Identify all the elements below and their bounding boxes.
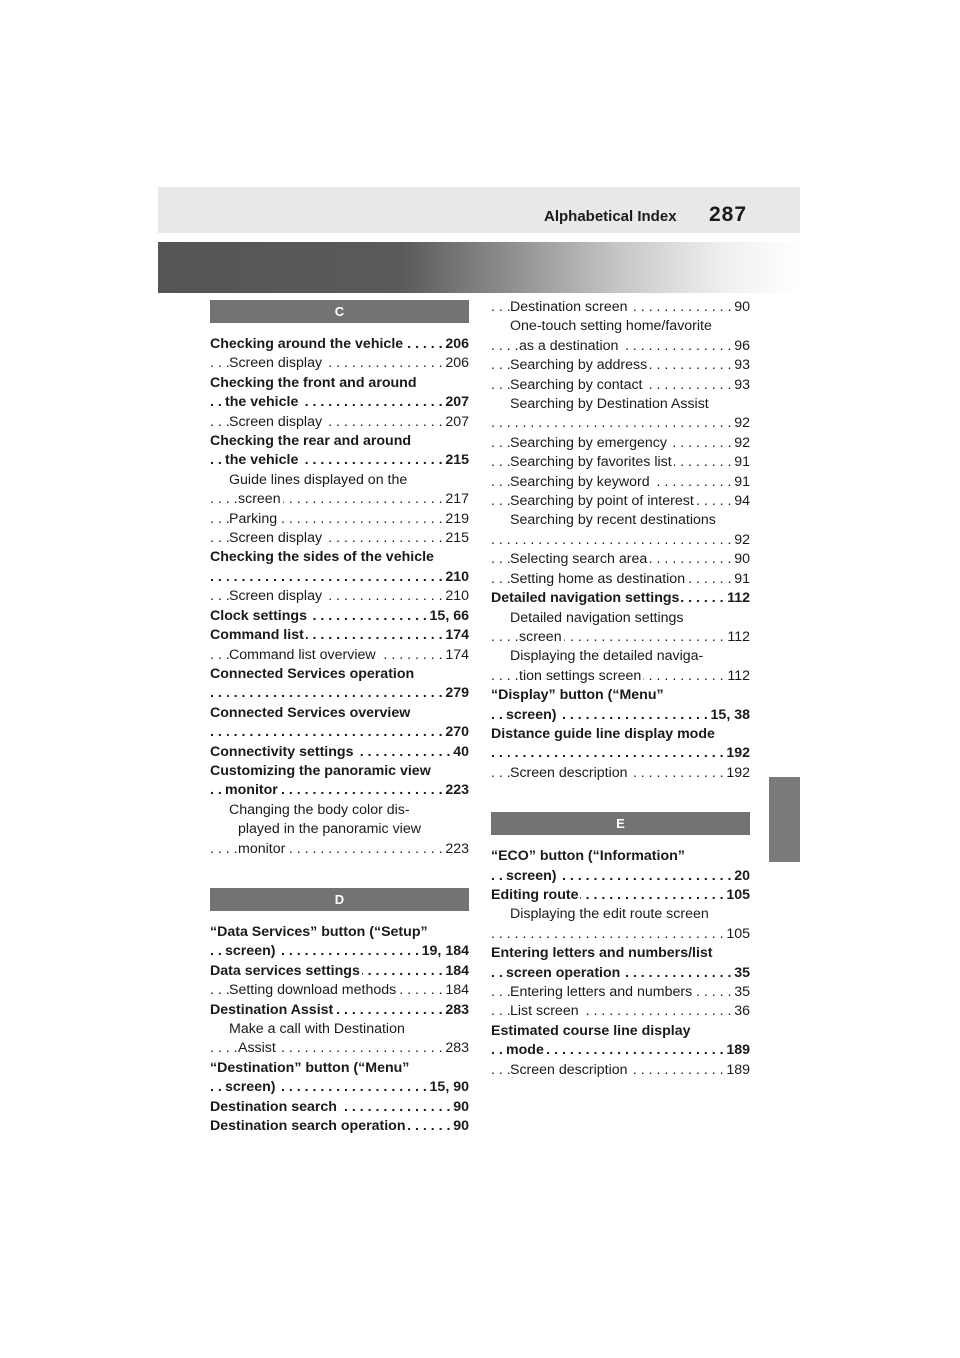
- index-entry: [491, 492, 750, 511]
- chapter-side-tab: [769, 777, 800, 862]
- index-entry: [210, 1020, 469, 1039]
- index-entry-page: 217: [443, 490, 469, 509]
- index-entry-term: played in the panoramic view: [238, 821, 421, 838]
- index-entry: [491, 511, 750, 530]
- index-entry-term: Data services settings: [210, 962, 360, 979]
- index-entry-term: Searching by point of interest: [510, 493, 694, 510]
- entries-e: [491, 847, 750, 1080]
- index-entry-page: 96: [732, 337, 750, 356]
- index-entry: [210, 607, 469, 626]
- index-entry: [491, 944, 750, 963]
- index-entry: [491, 905, 750, 924]
- index-entry-term: Searching by favorites list: [510, 454, 672, 471]
- index-entry: [210, 1098, 469, 1117]
- index-entry: [210, 762, 469, 781]
- index-entry-term: Destination search operation: [210, 1118, 406, 1135]
- index-entry: [210, 743, 469, 762]
- index-entry-term: Checking around the vehicle: [210, 336, 404, 352]
- index-entry-term: “ECO” button (“Information”: [491, 848, 685, 865]
- section-header-e: E: [491, 812, 750, 835]
- index-entry-page: 112: [725, 667, 750, 686]
- index-entry: [210, 568, 469, 587]
- index-entry: [210, 626, 469, 645]
- index-entry-term: Connected Services overview: [210, 704, 411, 721]
- index-entry-term: Entering letters and numbers/list: [491, 945, 713, 962]
- index-entry: [210, 684, 469, 703]
- index-entry: [491, 925, 750, 944]
- index-entry-page: 192: [724, 744, 750, 763]
- index-entry-page: 210: [443, 587, 469, 606]
- index-entry-term: Editing route: [491, 886, 579, 903]
- index-entry: [491, 847, 750, 866]
- index-entry: [210, 471, 469, 490]
- index-entry: [210, 981, 469, 1000]
- index-entry-page: 206: [443, 335, 469, 354]
- index-entry: [210, 1059, 469, 1078]
- index-entry: [491, 589, 750, 608]
- index-entry-page: 90: [451, 1098, 469, 1117]
- index-entry-term: [506, 745, 508, 761]
- index-entry-page: 215: [443, 451, 469, 470]
- index-entry: [210, 1078, 469, 1097]
- index-entry-term: Checking the sides of the vehicle: [210, 549, 434, 566]
- index-column-left: [210, 300, 469, 1136]
- index-entry: [210, 490, 469, 509]
- index-entry-term: Destination search: [210, 1098, 337, 1115]
- header-banner: [158, 242, 800, 293]
- index-entry: [491, 298, 750, 317]
- index-entry-term: Searching by address: [510, 357, 648, 374]
- index-entry-term: the vehicle: [225, 452, 299, 469]
- index-entry-term: Entering letters and numbers: [510, 984, 693, 1000]
- index-entry: [210, 923, 469, 942]
- index-entry: [491, 434, 750, 453]
- index-entry-term: Checking the rear and around: [210, 433, 412, 450]
- index-entry: [210, 781, 469, 800]
- index-entry-term: [225, 685, 227, 701]
- index-entry: [491, 414, 750, 433]
- index-entry: [210, 529, 469, 548]
- index-entry-term: [225, 724, 227, 740]
- index-entry-page: 206: [443, 354, 469, 373]
- index-entry-page: 283: [443, 1001, 469, 1020]
- index-entry: [210, 451, 469, 470]
- index-entry: [210, 587, 469, 606]
- index-entry-page: 15, 66: [428, 607, 469, 626]
- index-entry-page: 189: [724, 1061, 750, 1080]
- index-entry-page: 92: [732, 414, 750, 433]
- index-entry: [210, 510, 469, 529]
- index-entry-term: Connected Services operation: [210, 665, 415, 682]
- index-entry-page: 184: [443, 981, 469, 1000]
- index-entry-page: 90: [732, 298, 750, 317]
- index-entry: [210, 801, 469, 820]
- index-entry-term: “Data Services” button (“Setup”: [210, 923, 428, 940]
- index-entry-page: 210: [443, 568, 469, 587]
- index-entry-term: as a destination: [519, 337, 619, 354]
- index-entry-term: Command list: [210, 627, 304, 644]
- index-entry-term: Displaying the edit route screen: [510, 906, 709, 923]
- index-entry: [491, 453, 750, 472]
- index-entry-term: [519, 926, 521, 942]
- index-entry: [210, 723, 469, 742]
- index-entry-term: screen): [225, 943, 276, 960]
- index-entry-term: Distance guide line display mode: [491, 725, 715, 742]
- index-entry-term: Searching by recent destinations: [510, 512, 716, 529]
- index-entry-term: Searching by keyword: [510, 473, 650, 490]
- index-entry-page: 92: [732, 434, 750, 453]
- index-entry-page: 35: [732, 964, 750, 983]
- index-entry-page: 189: [724, 1041, 750, 1060]
- index-entry-page: 90: [451, 1117, 469, 1136]
- index-entry: [491, 570, 750, 589]
- index-entry-page: 93: [732, 356, 750, 375]
- index-entry: [491, 744, 750, 763]
- index-entry-page: 91: [732, 570, 750, 589]
- index-entry-term: Selecting search area: [510, 551, 648, 568]
- index-entry-page: 40: [451, 743, 469, 762]
- index-entry-term: Screen display: [229, 530, 323, 547]
- index-entry-term: Parking: [229, 510, 278, 527]
- index-entry-page: 174: [443, 626, 469, 645]
- index-entry-term: Displaying the detailed naviga-: [510, 648, 704, 665]
- section-title: Alphabetical Index: [544, 208, 677, 225]
- index-entry-term: One-touch setting home/favorite: [510, 318, 712, 335]
- index-entry-term: Screen display: [229, 413, 323, 430]
- index-entry-page: 20: [732, 867, 750, 886]
- index-entry: [210, 840, 469, 859]
- index-entry: [210, 548, 469, 567]
- index-entry-term: Detailed navigation settings: [510, 609, 684, 626]
- index-entry-page: 15, 38: [709, 706, 750, 725]
- index-entry-term: monitor: [238, 840, 286, 857]
- index-entry-term: Screen description: [510, 764, 628, 781]
- index-entry-page: 223: [443, 781, 469, 800]
- section-header-d: D: [210, 888, 469, 911]
- index-column-right: [491, 298, 750, 1080]
- index-entry-page: 207: [443, 413, 469, 432]
- index-entry-page: 184: [443, 962, 469, 981]
- index-entry-term: [519, 532, 521, 548]
- index-entry-page: 219: [443, 510, 469, 529]
- index-entry-page: 207: [443, 393, 469, 412]
- index-entry-term: “Display” button (“Menu”: [491, 687, 664, 704]
- index-entry: [210, 1001, 469, 1020]
- index-entry: [491, 983, 750, 1002]
- index-entry-term: screen): [506, 706, 557, 723]
- index-entry: [491, 667, 750, 686]
- index-entry-term: Detailed navigation settings: [491, 590, 680, 607]
- section-header-c: C: [210, 300, 469, 323]
- index-entry-term: screen operation: [506, 964, 621, 981]
- index-entry-term: Connectivity settings: [210, 743, 354, 760]
- index-entry: [210, 354, 469, 373]
- index-entry-term: screen: [519, 628, 562, 645]
- index-entry-term: [519, 415, 521, 431]
- index-entry-term: Screen display: [229, 588, 323, 605]
- index-entry: [491, 725, 750, 744]
- index-entry-page: 36: [732, 1002, 750, 1021]
- index-entry-term: screen): [225, 1079, 276, 1096]
- index-entry: [210, 1117, 469, 1136]
- index-entry-term: Customizing the panoramic view: [210, 762, 431, 779]
- index-entry-page: 192: [724, 764, 750, 783]
- index-entry-term: Screen display: [229, 355, 323, 372]
- index-entry-term: Screen description: [510, 1061, 628, 1078]
- index-entry-term: Guide lines displayed on the: [229, 471, 408, 488]
- index-entry-page: 105: [724, 925, 750, 944]
- index-entry-page: 15, 90: [428, 1078, 469, 1097]
- index-entry-term: Clock settings: [210, 607, 307, 624]
- index-entry-term: Changing the body color dis-: [229, 801, 410, 818]
- index-entry: [210, 432, 469, 451]
- index-entry: [491, 473, 750, 492]
- entries-d: [210, 923, 469, 1136]
- index-entry-page: 105: [724, 886, 750, 905]
- index-entry: [491, 764, 750, 783]
- index-entry-term: Searching by emergency: [510, 434, 667, 451]
- index-entry: [491, 609, 750, 628]
- index-entry-term: Setting download methods: [229, 982, 397, 999]
- index-entry-page: 223: [443, 840, 469, 859]
- index-entry: [210, 646, 469, 665]
- index-entry-term: Destination screen: [510, 299, 628, 315]
- index-entry-page: 92: [732, 531, 750, 550]
- index-entry-term: Command list overview: [229, 646, 376, 663]
- index-entry: [491, 686, 750, 705]
- index-entry: [491, 647, 750, 666]
- index-entry: [210, 942, 469, 961]
- index-entry: [491, 706, 750, 725]
- index-entry-page: 112: [725, 628, 750, 647]
- index-entry: [210, 1039, 469, 1058]
- index-entry-term: Assist: [238, 1040, 276, 1057]
- index-entry: [491, 550, 750, 569]
- index-entry: [210, 962, 469, 981]
- index-entry: [210, 374, 469, 393]
- index-entry-page: 215: [443, 529, 469, 548]
- index-entry-term: monitor: [225, 782, 278, 799]
- index-entry-term: Estimated course line display: [491, 1022, 691, 1039]
- index-entry: [210, 665, 469, 684]
- index-entry: [210, 704, 469, 723]
- index-entry: [210, 413, 469, 432]
- index-entry-page: 19, 184: [420, 942, 469, 961]
- index-entry: [491, 531, 750, 550]
- index-entry: [491, 867, 750, 886]
- index-entry-page: 174: [443, 646, 469, 665]
- index-entry: [491, 964, 750, 983]
- index-entry: [491, 1022, 750, 1041]
- index-entry-term: [225, 569, 227, 585]
- index-entry-page: 35: [732, 983, 750, 1002]
- entries-c: [210, 335, 469, 859]
- index-entry-term: Searching by contact: [510, 376, 643, 393]
- index-entry-term: screen): [506, 867, 557, 884]
- index-entry-page: 283: [443, 1039, 469, 1058]
- index-entry-term: Setting home as destination: [510, 570, 686, 587]
- index-entry-term: “Destination” button (“Menu”: [210, 1059, 410, 1076]
- index-entry-page: 91: [732, 473, 750, 492]
- index-entry-term: screen: [238, 491, 281, 508]
- index-entry: [491, 1002, 750, 1021]
- entries-d-continued: [491, 298, 750, 783]
- index-entry-term: mode: [506, 1042, 544, 1059]
- index-entry-term: Checking the front and around: [210, 374, 417, 391]
- page-number: 287: [709, 203, 748, 226]
- index-entry: [491, 1041, 750, 1060]
- index-entry-page: 93: [732, 376, 750, 395]
- index-entry: [491, 356, 750, 375]
- index-entry: [491, 628, 750, 647]
- index-entry: [491, 886, 750, 905]
- index-entry: [491, 395, 750, 414]
- index-entry-page: 91: [732, 453, 750, 472]
- index-entry-term: List screen: [510, 1003, 579, 1020]
- index-entry: [210, 820, 469, 839]
- index-entry-page: 112: [725, 589, 750, 608]
- index-entry-term: the vehicle: [225, 394, 299, 411]
- index-entry: [491, 1061, 750, 1080]
- index-entry: [210, 393, 469, 412]
- index-entry: [210, 335, 469, 354]
- header-bar: [158, 187, 800, 233]
- index-entry: [491, 376, 750, 395]
- index-entry: [491, 337, 750, 356]
- index-entry-term: Make a call with Destination: [229, 1021, 405, 1037]
- index-entry-term: tion settings screen: [519, 667, 642, 684]
- index-entry-term: Searching by Destination Assist: [510, 396, 709, 413]
- index-entry-page: 94: [732, 492, 750, 511]
- index-entry: [491, 317, 750, 336]
- index-entry-page: 279: [443, 684, 469, 703]
- index-entry-term: Destination Assist: [210, 1001, 334, 1018]
- index-entry-page: 90: [732, 550, 750, 569]
- index-entry-page: 270: [443, 723, 469, 742]
